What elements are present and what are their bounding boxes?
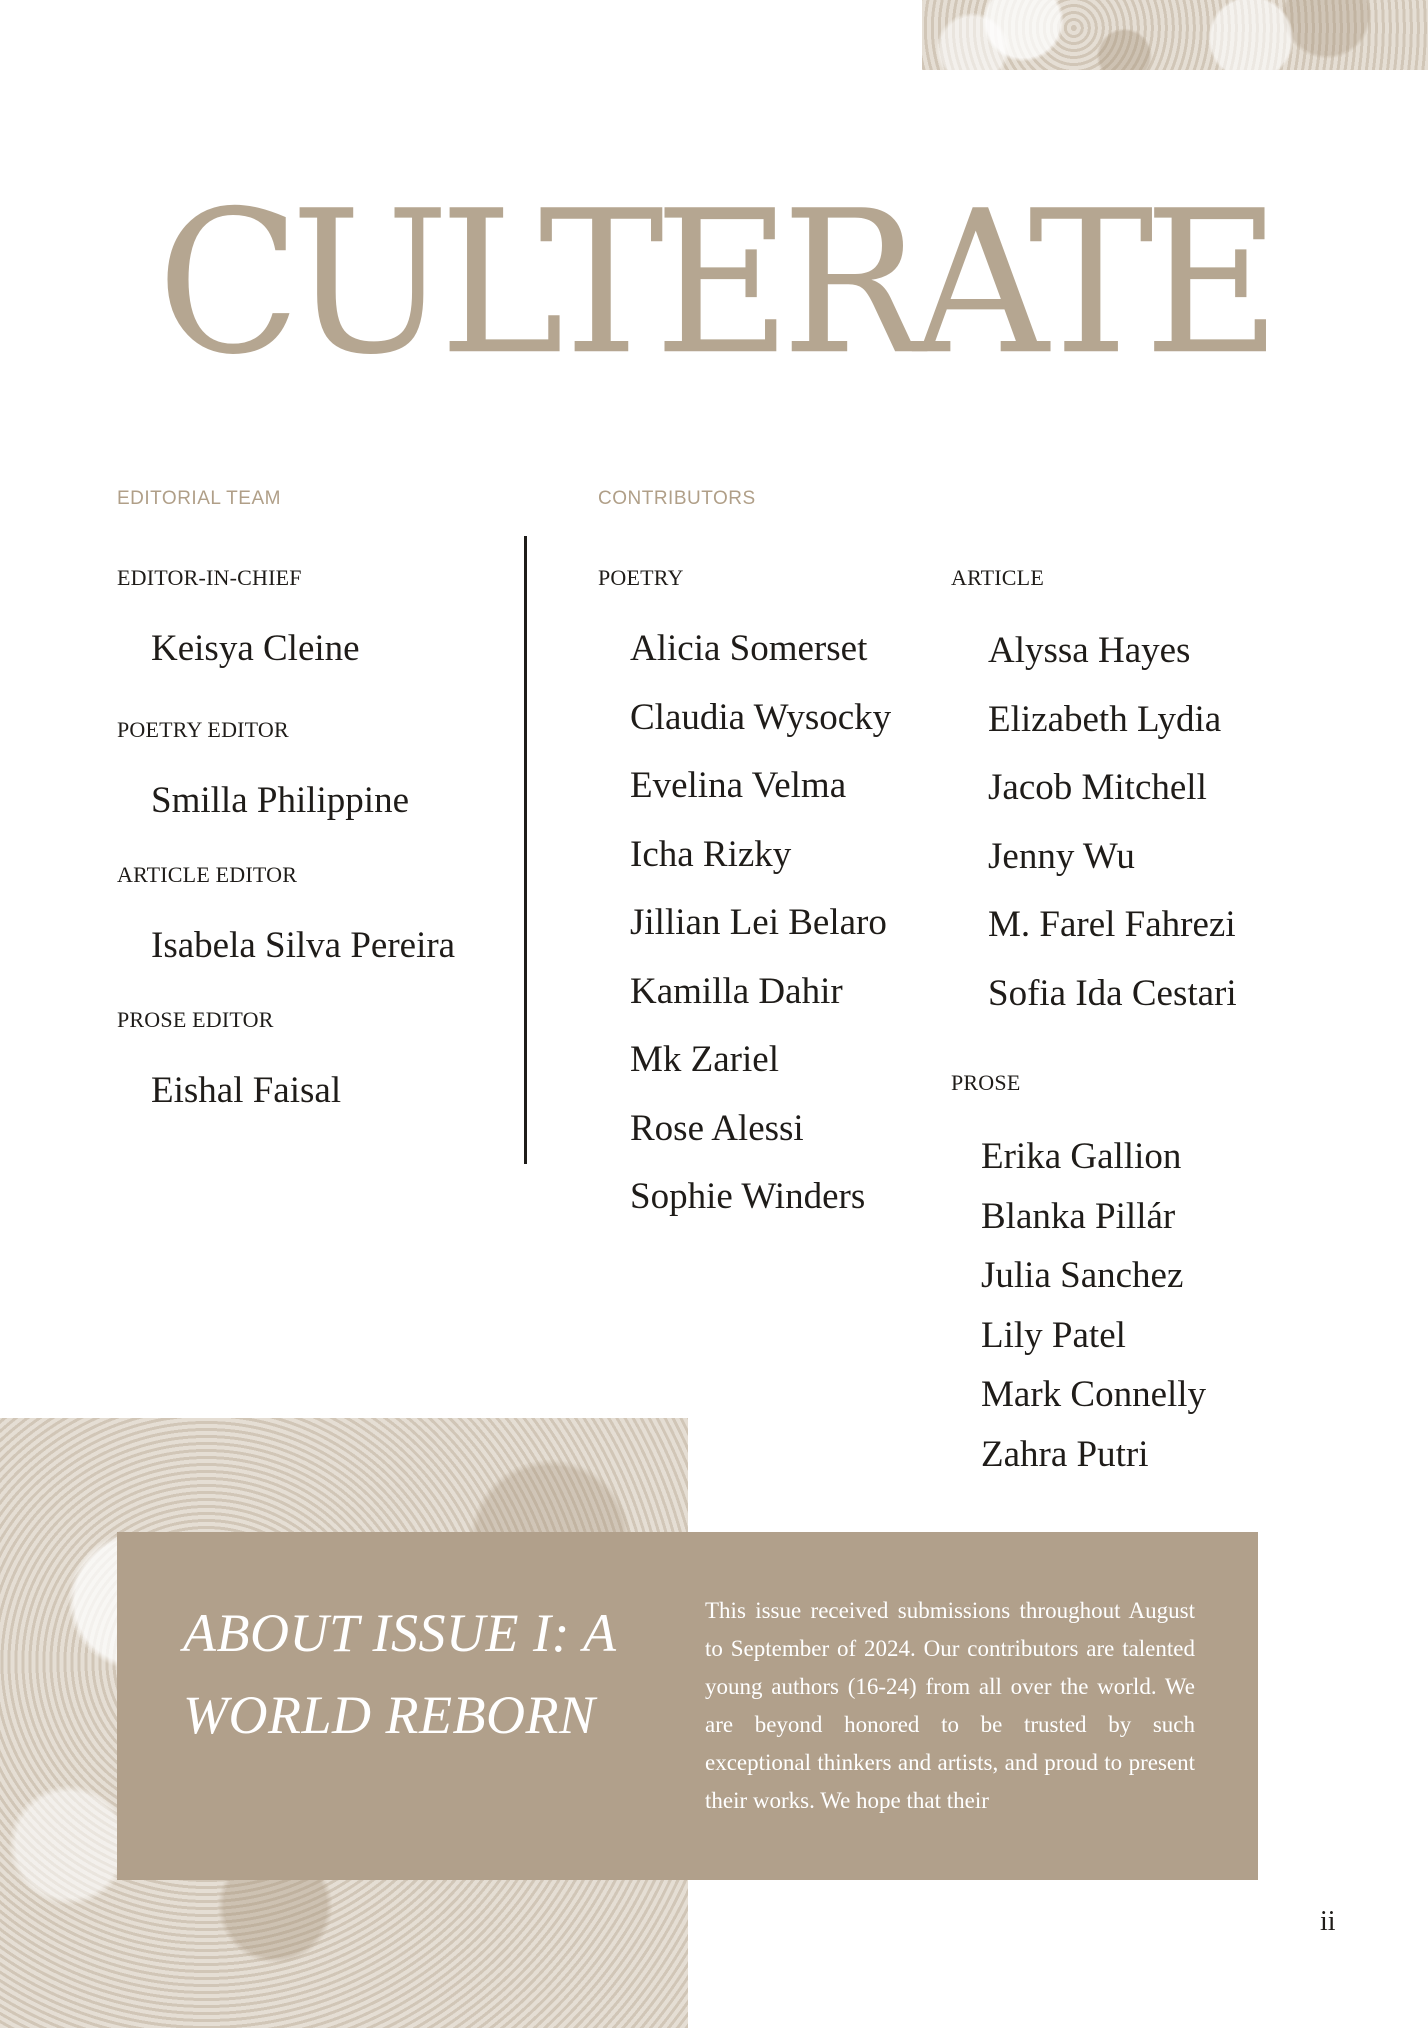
editor-in-chief-name: Keisya Cleine	[151, 628, 360, 669]
list-item: Julia Sanchez	[981, 1255, 1184, 1296]
list-item: Rose Alessi	[630, 1107, 804, 1149]
list-item: Claudia Wysocky	[630, 696, 892, 738]
poetry-editor-name: Smilla Philippine	[151, 780, 409, 821]
list-item: Alicia Somerset	[630, 628, 868, 669]
masthead-title: CULTERATE	[156, 168, 1272, 399]
list-item: Jillian Lei Belaro	[630, 902, 887, 943]
editorial-team-label: EDITORIAL TEAM	[117, 488, 281, 509]
contributors-label: CONTRIBUTORS	[598, 488, 756, 509]
list-item: Icha Rizky	[630, 833, 792, 875]
prose-heading: PROSE	[951, 1070, 1021, 1095]
article-heading: ARTICLE	[951, 565, 1044, 590]
list-item: Elizabeth Lydia	[988, 698, 1222, 740]
list-item: Mk Zariel	[630, 1039, 779, 1080]
list-item: Mark Connelly	[981, 1374, 1207, 1415]
list-item: Evelina Velma	[630, 765, 847, 806]
poetry-heading: POETRY	[598, 565, 684, 590]
prose-contributors-list	[981, 1127, 1206, 1484]
ornamental-plaster-image-top	[922, 0, 1428, 70]
role-poetry-editor: POETRY EDITOR	[117, 717, 289, 742]
list-item: Kamilla Dahir	[630, 970, 843, 1012]
list-item: Alyssa Hayes	[988, 630, 1191, 671]
list-item: Jenny Wu	[988, 835, 1135, 877]
column-divider	[524, 536, 527, 1164]
list-item: Lily Patel	[981, 1314, 1126, 1356]
list-item: Sofia Ida Cestari	[988, 972, 1237, 1014]
role-article-editor: ARTICLE EDITOR	[117, 862, 298, 887]
list-item: Sophie Winders	[630, 1176, 866, 1217]
page-number: ii	[1320, 1906, 1336, 1937]
article-editor-name: Isabela Silva Pereira	[151, 925, 456, 966]
prose-editor-name: Eishal Faisal	[151, 1070, 342, 1111]
list-item: Zahra Putri	[981, 1433, 1149, 1475]
list-item: Jacob Mitchell	[988, 767, 1207, 808]
about-issue-title: ABOUT ISSUE I: A WORLD REBORN	[183, 1603, 616, 1745]
list-item: Blanka Pillár	[981, 1195, 1176, 1237]
list-item: M. Farel Fahrezi	[988, 904, 1236, 945]
poetry-contributors-list	[630, 615, 891, 1232]
about-issue-body: This issue received submissions throughout August to September of 2024. Our contributors are talented young authors (16-24) from all over the world. We are beyond honored to be trusted by such exceptional thinkers and artists, and proud to present their works. We hope that their	[705, 1598, 1195, 1813]
role-prose-editor: PROSE EDITOR	[117, 1007, 274, 1032]
article-contributors-list	[988, 617, 1237, 1028]
list-item: Erika Gallion	[981, 1136, 1182, 1177]
role-editor-in-chief: EDITOR-IN-CHIEF	[117, 565, 302, 590]
